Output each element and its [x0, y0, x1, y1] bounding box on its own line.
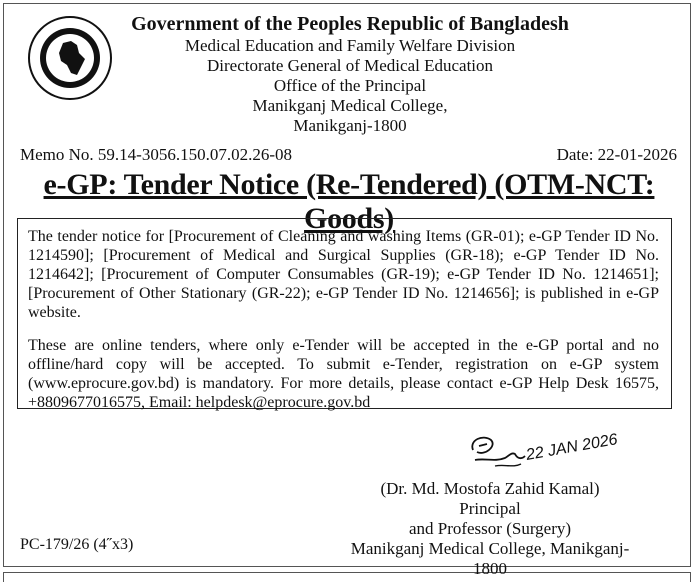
submission-info-paragraph: These are online tenders, where only e-Tender will be accepted in the e-GP portal and no offline/hard copy will be accepted. To submit e-Tender, registration on e-GP system (www.eprocure.gov.bd) is mandatory. For more details, please contact e-GP Help Desk 16575, +8809677016575, Email: helpdesk@eprocure.gov.bd: [28, 337, 659, 411]
signatory-designation: Principal: [459, 499, 521, 518]
directorate-name: Directorate General of Medical Education: [206, 56, 494, 75]
notice-body-box: [17, 218, 672, 409]
handwritten-signature-icon: [465, 428, 619, 478]
division-name: Medical Education and Family Welfare Division: [184, 36, 516, 55]
pc-number: PC-179/26 (4˝x3): [20, 536, 134, 553]
signatory-rank: and Professor (Surgery): [408, 519, 572, 538]
office-name: Office of the Principal: [273, 76, 427, 95]
college-name: Manikganj Medical College,: [252, 96, 448, 115]
notice-date: Date: 22-01-2026: [556, 145, 677, 164]
college-address: Manikganj-1800: [293, 116, 407, 135]
signatory-name: (Dr. Md. Mostofa Zahid Kamal): [380, 479, 600, 498]
signatory-block: [340, 479, 640, 579]
signatory-institution: Manikganj Medical College, Manikganj-1800: [350, 539, 630, 578]
tender-list-paragraph: The tender notice for [Procurement of Cleaning and washing Items (GR-01); e-GP Tender ID No. 1214590]; [Procurement of Medical and Surgical Supplies (GR-18); e-GP Tender ID No. 1214642]; [Procurement of Computer Consumables (GR-19); e-GP Tender ID No. 1214651]; [Procurement of Other Stationary (GR-22); e-GP Tender ID No. 1214656]; is published in e-GP website.: [28, 228, 659, 321]
letterhead: [120, 13, 580, 136]
signature-date: 22 JAN 2026: [524, 431, 619, 464]
government-seal-icon: [27, 15, 113, 101]
government-name: Government of the Peoples Republic of Bangladesh: [131, 13, 569, 35]
notice-title: e-GP: Tender Notice (Re-Tendered) (OTM-NCT: Goods): [43, 168, 655, 235]
memo-number: Memo No. 59.14-3056.150.07.02.26-08: [20, 145, 292, 164]
